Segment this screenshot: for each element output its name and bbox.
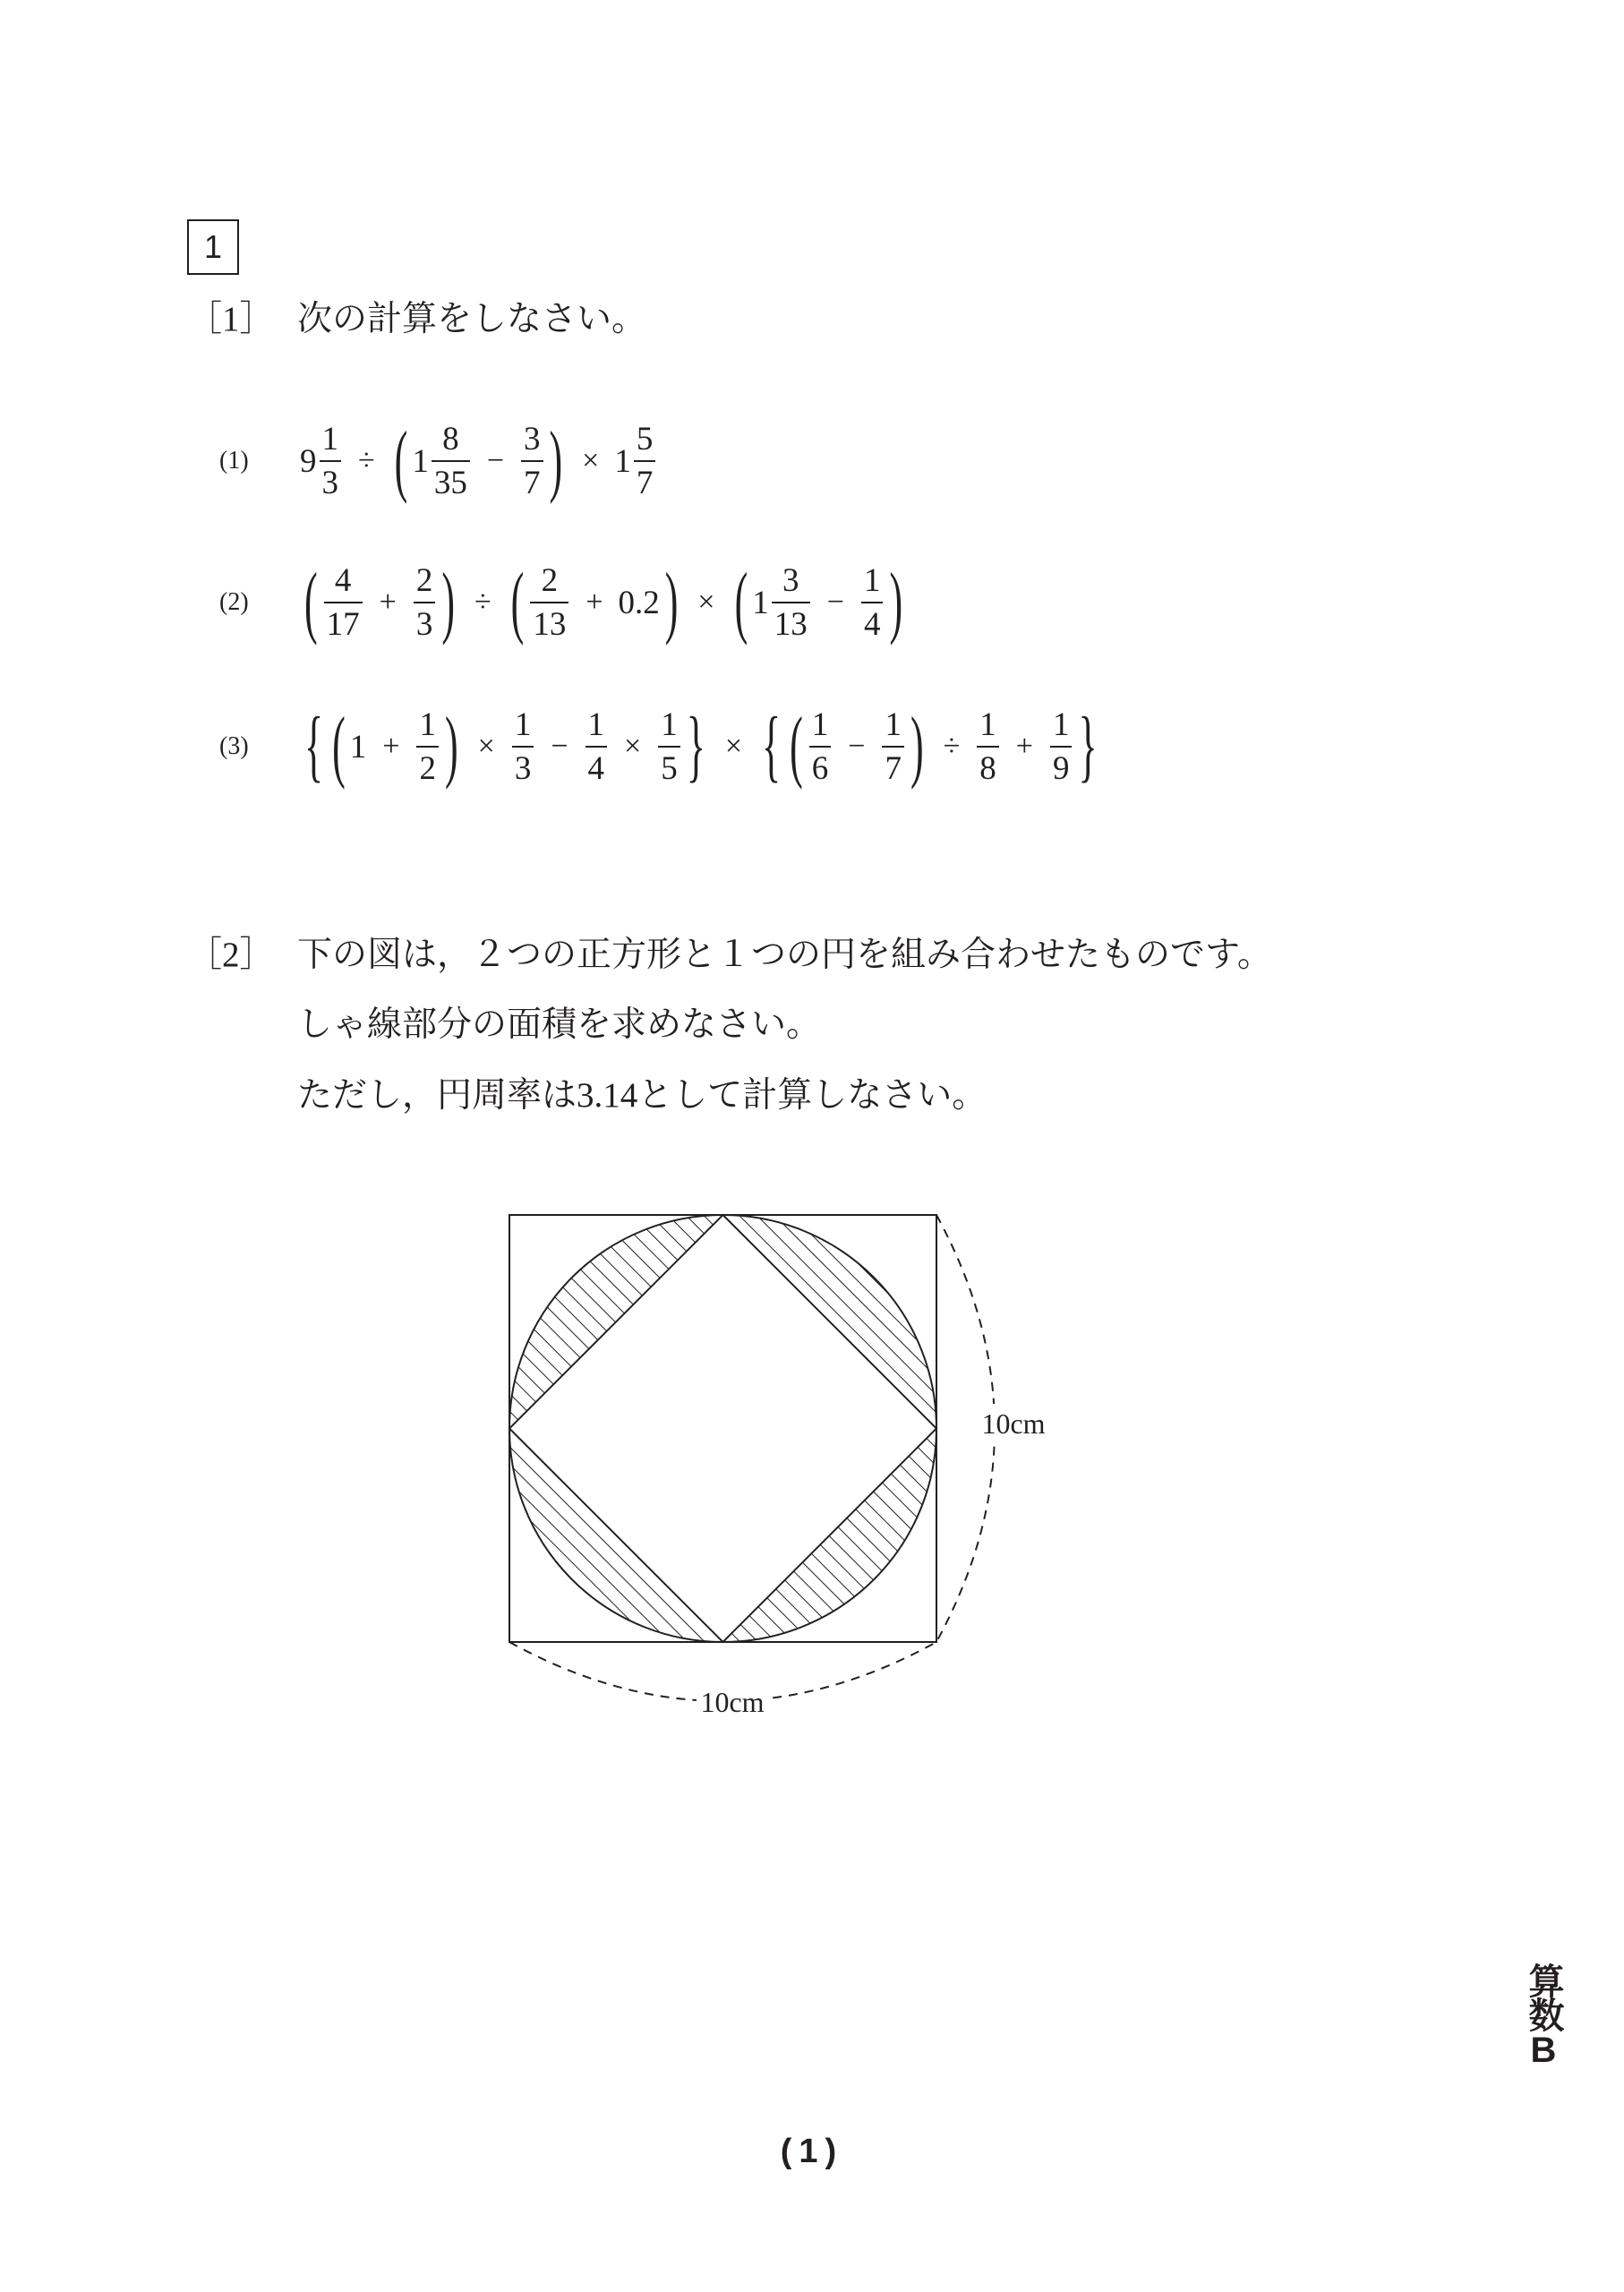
part1-label: ［1］ <box>187 300 275 338</box>
denominator: 3 <box>321 465 338 501</box>
part2-line-1: 下の図は，２つの正方形と１つの円を組み合わせたものです。 <box>297 936 1272 974</box>
whole-number: 1 <box>349 728 367 765</box>
denominator: 8 <box>979 750 996 787</box>
denominator: 4 <box>863 606 881 643</box>
operator: − <box>486 444 505 477</box>
close-paren: ) <box>664 556 679 647</box>
close-brace: } <box>686 700 705 791</box>
fraction <box>1050 706 1073 788</box>
fraction <box>530 562 568 644</box>
numerator: 1 <box>512 706 534 748</box>
close-brace: } <box>1078 700 1098 791</box>
open-paren: ( <box>734 556 748 647</box>
page-number: (1) <box>780 2133 844 2170</box>
operator: × <box>697 586 715 619</box>
open-paren: ( <box>304 556 318 647</box>
denominator: 35 <box>433 465 467 501</box>
numerator: 1 <box>658 706 680 748</box>
numerator: 2 <box>414 562 436 603</box>
section-number: 1 <box>203 228 223 265</box>
numerator: 5 <box>634 421 656 462</box>
problem-2-expression <box>300 553 907 652</box>
fraction <box>432 421 470 502</box>
numerator: 1 <box>861 562 884 603</box>
denominator: 7 <box>636 465 654 501</box>
whole-number: 1 <box>412 442 429 480</box>
close-paren: ) <box>444 700 458 791</box>
operator: × <box>582 444 600 477</box>
operator: + <box>379 586 397 619</box>
numerator: 1 <box>1050 706 1073 748</box>
fraction <box>414 562 436 644</box>
part2-label: ［2］ <box>187 936 275 974</box>
problem-1-expression <box>300 412 657 510</box>
fraction <box>772 562 810 644</box>
numerator: 3 <box>521 421 543 462</box>
problem-2-label: (2) <box>219 588 249 616</box>
denominator: 13 <box>774 606 808 643</box>
problem-1-label: (1) <box>219 447 249 475</box>
numerator: 1 <box>585 706 608 748</box>
part2-line-3: ただし，円周率は3.14として計算しなさい。 <box>297 1076 987 1115</box>
numerator: 1 <box>977 706 999 748</box>
whole-number: 1 <box>614 442 631 480</box>
numerator: 3 <box>772 562 810 603</box>
operator: ÷ <box>358 444 375 477</box>
denominator: 9 <box>1052 750 1070 787</box>
close-paren: ) <box>441 556 455 647</box>
denominator: 5 <box>661 750 678 787</box>
bottom-side-length-label: 10cm <box>700 1686 765 1718</box>
operator: + <box>1015 730 1033 763</box>
numerator: 8 <box>432 421 470 462</box>
section-number-box <box>187 219 239 275</box>
part2-line-2: しゃ線部分の面積を求めなさい。 <box>297 1005 822 1044</box>
fraction <box>521 421 543 502</box>
fraction <box>320 421 342 502</box>
denominator: 3 <box>415 606 433 643</box>
operator: + <box>382 730 400 763</box>
operator: × <box>724 730 742 763</box>
operator: ÷ <box>943 730 961 763</box>
denominator: 17 <box>326 606 360 643</box>
operator: × <box>477 730 495 763</box>
open-paren: ( <box>332 700 346 791</box>
fraction <box>882 706 904 788</box>
numerator: 1 <box>416 706 439 748</box>
denominator: 7 <box>885 750 902 787</box>
fraction <box>416 706 439 788</box>
denominator: 13 <box>533 606 567 643</box>
fraction <box>324 562 363 644</box>
close-paren: ) <box>889 556 903 647</box>
operator: − <box>551 730 568 763</box>
operator: + <box>585 586 603 619</box>
numerator: 2 <box>530 562 568 603</box>
whole-number: 9 <box>300 442 317 480</box>
subject-tab: 算数B <box>1524 1963 1563 2068</box>
numerator: 1 <box>320 421 342 462</box>
operator: − <box>826 586 844 619</box>
fraction <box>658 706 680 788</box>
whole-number: 0.2 <box>618 584 660 621</box>
denominator: 3 <box>514 750 532 787</box>
operator: × <box>624 730 642 763</box>
open-brace: { <box>304 700 324 791</box>
problem-3-label: (3) <box>219 732 249 760</box>
open-paren: ( <box>790 700 803 791</box>
numerator: 1 <box>809 706 832 748</box>
denominator: 6 <box>811 750 829 787</box>
part1-instruction: 次の計算をしなさい。 <box>297 300 647 338</box>
problem-3-expression <box>300 697 1102 796</box>
fraction <box>977 706 999 788</box>
open-paren: ( <box>394 415 408 506</box>
denominator: 7 <box>524 465 541 501</box>
right-side-length-label: 10cm <box>981 1407 1046 1440</box>
operator: ÷ <box>474 586 491 619</box>
fraction <box>809 706 832 788</box>
numerator: 1 <box>882 706 904 748</box>
open-paren: ( <box>510 556 525 647</box>
open-brace: { <box>762 700 782 791</box>
fraction <box>861 562 884 644</box>
whole-number: 1 <box>752 584 769 621</box>
fraction <box>634 421 656 502</box>
operator: − <box>848 730 866 763</box>
numerator: 4 <box>324 562 363 603</box>
close-paren: ) <box>910 700 924 791</box>
fraction <box>585 706 608 788</box>
denominator: 4 <box>587 750 604 787</box>
denominator: 2 <box>419 750 436 787</box>
close-paren: ) <box>549 415 563 506</box>
fraction <box>512 706 534 788</box>
geometry-figure <box>483 1191 1074 1746</box>
